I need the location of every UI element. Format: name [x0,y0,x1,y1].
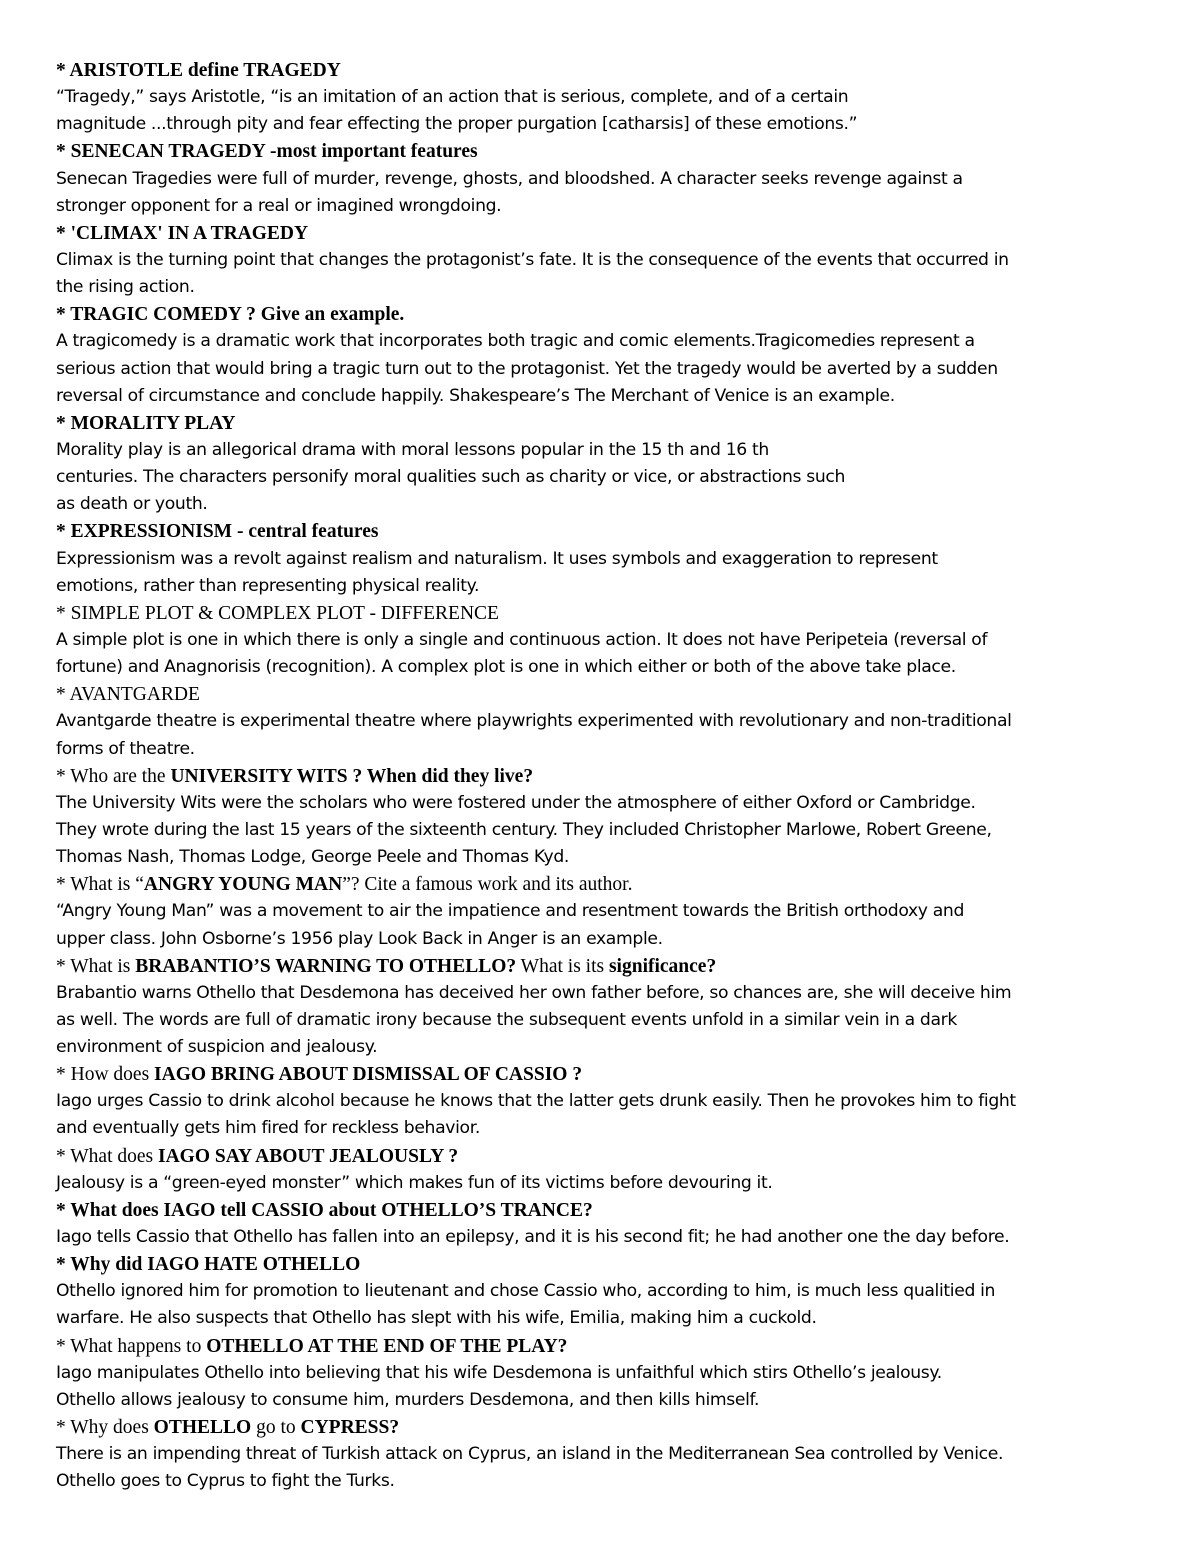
bold-text-segment: * TRAGIC COMEDY ? Give an example. [56,304,405,326]
bold-text-segment: UNIVERSITY WITS ? When did they live? [170,765,534,787]
text-segment: “Tragedy,” says Aristotle, “is an imitation of an action that is serious, complete, and of a certain [56,87,849,108]
bold-text-segment: * MORALITY PLAY [56,412,236,434]
text-segment: * SIMPLE PLOT & COMPLEX PLOT - DIFFERENCE [56,602,499,624]
text-segment: Othello goes to Cyprus to fight the Turks. [56,1471,395,1492]
bold-text-segment: significance? [608,955,717,977]
question-line [56,57,1156,84]
answer-line [56,274,1156,301]
text-segment: A tragicomedy is a dramatic work that incorporates both tragic and comic elements.Tragicomedies represent a [56,331,975,352]
answer-line [56,736,1156,763]
answer-line [56,817,1156,844]
answer-line [56,383,1156,410]
text-segment: Iago urges Cassio to drink alcohol because he knows that the latter gets drunk easily. Then he provokes him to fight [56,1091,1016,1112]
bold-text-segment: IAGO BRING ABOUT DISMISSAL OF CASSIO ? [154,1064,583,1086]
text-segment: Iago manipulates Othello into believing that his wife Desdemona is unfaithful which stirs Othello’s jealousy. [56,1362,942,1383]
answer-line [56,1007,1156,1034]
text-segment: as death or youth. [56,494,208,515]
answer-line [56,546,1156,573]
question-line [56,301,1156,328]
question-line [56,1251,1156,1278]
text-segment: * What does [56,1145,158,1167]
text-segment: * What is “ [56,874,144,896]
bold-text-segment: * 'CLIMAX' IN A TRAGEDY [56,222,309,244]
text-segment: Climax is the turning point that changes the protagonist’s fate. It is the consequence of the events that occurred in [56,249,1009,270]
bold-text-segment: * What does IAGO tell CASSIO about OTHELLO’S TRANCE? [56,1199,593,1221]
text-segment: “Angry Young Man” was a movement to air the impatience and resentment towards the British orthodoxy and [56,901,965,922]
answer-line [56,573,1156,600]
bold-text-segment: IAGO SAY ABOUT JEALOUSLY ? [158,1145,459,1167]
answer-line [56,844,1156,871]
question-line [56,1143,1156,1170]
text-segment: Jealousy is a “green-eyed monster” which makes fun of its victims before devouring it. [56,1172,773,1193]
question-line [56,1333,1156,1360]
answer-line [56,790,1156,817]
answer-line [56,627,1156,654]
answer-line [56,84,1156,111]
text-segment: Senecan Tragedies were full of murder, revenge, ghosts, and bloodshed. A character seeks revenge against a [56,168,963,189]
text-segment: What is its [516,955,609,977]
text-segment: go to [251,1417,301,1439]
bold-text-segment: BRABANTIO’S WARNING TO OTHELLO? [135,955,517,977]
answer-line [56,926,1156,953]
text-segment: reversal of circumstance and conclude happily. Shakespeare’s The Merchant of Venice is an example. [56,385,895,406]
bold-text-segment: * SENECAN TRAGEDY -most important features [56,141,478,163]
text-segment: * What happens to [56,1335,207,1357]
answer-line [56,1115,1156,1142]
text-segment: environment of suspicion and jealousy. [56,1037,378,1058]
text-segment: serious action that would bring a tragic turn out to the protagonist. Yet the tragedy would be averted by a sudden [56,358,998,379]
question-line [56,1197,1156,1224]
text-segment: fortune) and Anagnorisis (recognition). A complex plot is one in which either or both of the above take place. [56,657,956,678]
text-segment: Avantgarde theatre is experimental theatre where playwrights experimented with revolutionary and non-traditional [56,711,1012,732]
text-segment: Brabantio warns Othello that Desdemona has deceived her own father before, so chances are, she will deceive him [56,982,1012,1003]
bold-text-segment: * Why did IAGO HATE OTHELLO [56,1254,361,1276]
text-segment: Morality play is an allegorical drama with moral lessons popular in the 15 th and 16 th [56,439,769,460]
answer-line [56,356,1156,383]
answer-line [56,111,1156,138]
bold-text-segment: * ARISTOTLE define TRAGEDY [56,60,341,81]
text-segment: There is an impending threat of Turkish attack on Cyprus, an island in the Mediterranean Sea controlled by Venice. [56,1444,1004,1465]
answer-line [56,708,1156,735]
answer-line [56,1088,1156,1115]
text-segment: Othello allows jealousy to consume him, murders Desdemona, and then kills himself. [56,1389,760,1410]
text-segment: The University Wits were the scholars who were fostered under the atmosphere of either Oxford or Cambridge. [56,792,976,813]
question-line [56,1414,1156,1441]
answer-line [56,654,1156,681]
text-segment: They wrote during the last 15 years of the sixteenth century. They included Christopher Marlowe, Robert Greene, [56,819,992,840]
question-line [56,871,1156,898]
document-body [56,57,1156,1495]
text-segment: Iago tells Cassio that Othello has fallen into an epilepsy, and it is his second fit; he had another one the day before. [56,1227,1010,1248]
text-segment: warfare. He also suspects that Othello has slept with his wife, Emilia, making him a cuckold. [56,1308,817,1329]
text-segment: ”? Cite a famous work and its author. [342,874,633,896]
question-line [56,763,1156,790]
text-segment: stronger opponent for a real or imagined wrongdoing. [56,195,502,216]
text-segment: and eventually gets him fired for reckless behavior. [56,1118,480,1139]
bold-text-segment: OTHELLO AT THE END OF THE PLAY? [206,1335,568,1357]
question-line [56,410,1156,437]
text-segment: centuries. The characters personify moral qualities such as charity or vice, or abstractions such [56,467,846,488]
text-segment: * Who are the [56,765,171,787]
text-segment: the rising action. [56,277,195,298]
question-line [56,681,1156,708]
text-segment: * How does [56,1064,155,1086]
text-segment: Expressionism was a revolt against realism and naturalism. It uses symbols and exaggeration to represent [56,548,938,569]
text-segment: Thomas Nash, Thomas Lodge, George Peele and Thomas Kyd. [56,847,570,868]
bold-text-segment: ANGRY YOUNG MAN [143,874,343,896]
answer-line [56,1224,1156,1251]
answer-line [56,193,1156,220]
question-line [56,518,1156,545]
answer-line [56,1170,1156,1197]
bold-text-segment: * EXPRESSIONISM - central features [56,521,379,543]
answer-line [56,437,1156,464]
text-segment: emotions, rather than representing physical reality. [56,575,480,596]
answer-line [56,491,1156,518]
answer-line [56,1441,1156,1468]
question-line [56,600,1156,627]
text-segment: forms of theatre. [56,738,195,759]
answer-line [56,1387,1156,1414]
answer-line [56,1034,1156,1061]
text-segment: * AVANTGARDE [56,684,200,706]
answer-line [56,247,1156,274]
answer-line [56,1468,1156,1495]
text-segment: * What is [56,955,136,977]
bold-text-segment: CYPRESS? [300,1417,400,1439]
answer-line [56,328,1156,355]
question-line [56,1061,1156,1088]
text-segment: Othello ignored him for promotion to lieutenant and chose Cassio who, according to him, is much less qualitied in [56,1281,996,1302]
text-segment: upper class. John Osborne’s 1956 play Look Back in Anger is an example. [56,928,663,949]
answer-line [56,980,1156,1007]
answer-line [56,166,1156,193]
answer-line [56,1360,1156,1387]
question-line [56,220,1156,247]
bold-text-segment: OTHELLO [153,1417,252,1439]
answer-line [56,1305,1156,1332]
text-segment: as well. The words are full of dramatic irony because the subsequent events unfold in a similar vein in a dark [56,1009,957,1030]
question-line [56,138,1156,165]
answer-line [56,464,1156,491]
text-segment: A simple plot is one in which there is only a single and continuous action. It does not have Peripeteia (reversal of [56,629,988,650]
question-line [56,953,1156,980]
answer-line [56,1278,1156,1305]
answer-line [56,898,1156,925]
text-segment: magnitude ...through pity and fear effecting the proper purgation [catharsis] of these emotions.” [56,114,858,135]
text-segment: * Why does [56,1417,154,1439]
